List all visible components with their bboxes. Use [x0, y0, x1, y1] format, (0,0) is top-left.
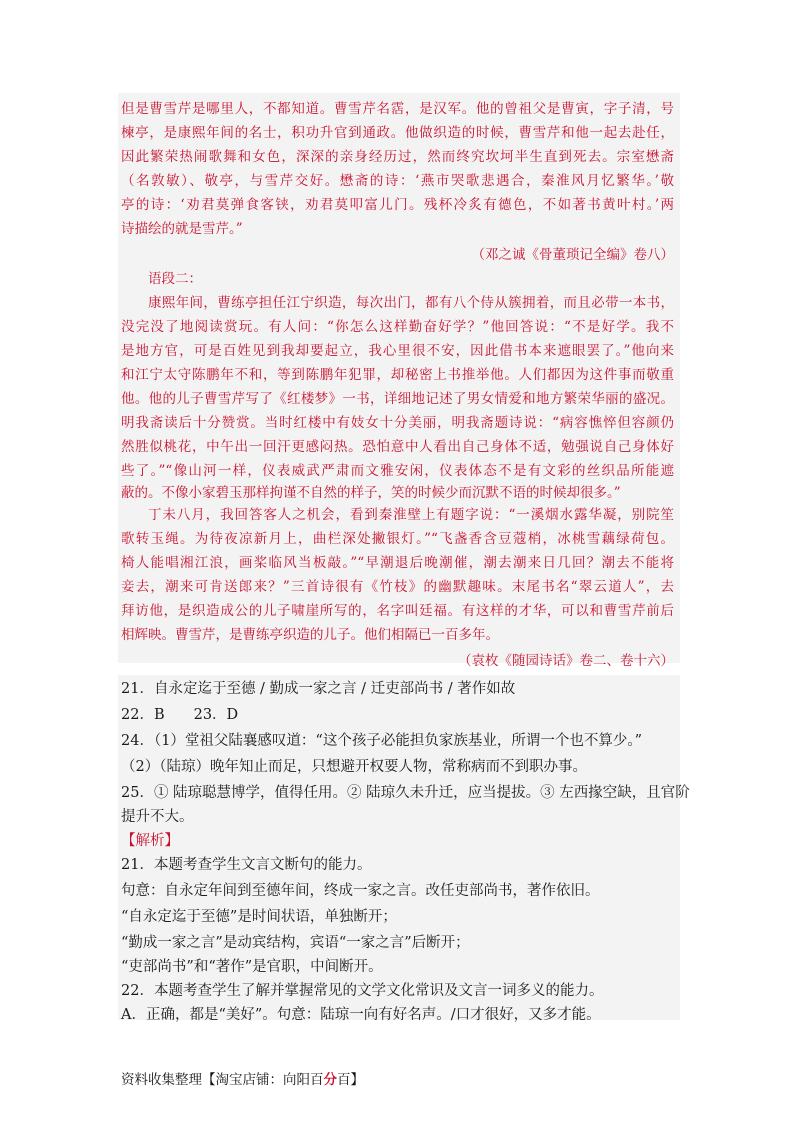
passage-line: 拜访他，是织造成公的儿子啸崖所写的，名字叫廷福。有这样的才华，可以和曹雪芹前后 — [121, 603, 674, 619]
passage-line: 是地方官，可是百姓见到我却要起立，我心里很不安，因此借书本来遮眼罢了。”他向来 — [121, 343, 674, 359]
passage-line: 蔽的。不像小家碧玉那样拘谨不自然的样子，笑的时候少而沉默不语的时候却很多。” — [121, 485, 621, 501]
passage-line: 诗描绘的就是雪芹。” — [121, 221, 243, 237]
answer-25-cont: 提升不大。 — [121, 809, 194, 825]
passage-line: 些了。”“像山河一样，仪表威武严肃而文雅安闲，仪表体态不是有文彩的丝织品所能遮 — [121, 463, 674, 479]
passage-line: 相辉映。曹雪芹，是曹练亭织造的儿子。他们相隔已一百多年。 — [121, 627, 499, 643]
answer-21: 21．自永定迄于至德 / 勤成一家之言 / 迁吏部尚书 / 著作如故 — [121, 681, 516, 697]
explanation-21-title: 21．本题考查学生文言文断句的能力。 — [121, 857, 372, 873]
explanation-21-point: “自永定迄于至德”是时间状语，单独断开； — [121, 909, 397, 925]
passage-line: 但是曹雪芹是哪里人，不都知道。曹雪芹名霑，是汉军。他的曾祖父是曹寅，字子清，号 — [121, 101, 674, 117]
footer-accent: 分 — [323, 1072, 337, 1088]
passage-line: 亭的诗：‘劝君莫弹食客铗，劝君莫叩富儿门。残杯冷炙有德色，不如著书黄叶村。’两 — [121, 197, 674, 213]
section-title: 语段二： — [148, 271, 202, 287]
answer-25: 25．① 陆琼聪慧博学，值得任用。② 陆琼久未升迁，应当提拔。③ 左西掾空缺，且官阶 — [121, 785, 690, 801]
passage-line: 和江宁太守陈鹏年不和，等到陈鹏年犯罪，却秘密上书推举他。人们都因为这件事而敬重 — [121, 367, 674, 383]
passage-line: 楝亭，是康熙年间的名士，积功升官到通政。他做织造的时候，曹雪芹和他一起去赴任， — [121, 125, 674, 141]
explanation-22-a: A．正确，都是“美好”。句意：陆琼一向有好名声。/口才很好，又多才能。 — [121, 1007, 601, 1023]
passage-line: 因此繁荣热闹歌舞和女色，深深的亲身经历过，然而终究坎坷半生直到死去。宗室懋斋 — [121, 149, 674, 165]
explanation-21-point: “勤成一家之言”是动宾结构，宾语“一家之言”后断开； — [121, 935, 470, 951]
footer-text: 资料收集整理【淘宝店铺：向阳百 — [121, 1072, 324, 1088]
footer-tail: 百】 — [337, 1072, 364, 1088]
source-citation: （袁枚《随园诗话》卷二、卷十六） — [458, 653, 674, 669]
passage-line: 没完没了地阅读赏玩。有人问：“你怎么这样勤奋好学？”他回答说：“不是好学。我不 — [121, 319, 674, 335]
passage-line: 妾去，潮来可肯送郎来？”三首诗很有《竹枝》的幽默趣味。末尾书名“翠云道人”，去 — [121, 579, 674, 595]
analysis-label: 【解析】 — [121, 833, 179, 849]
answer-22-23: 22．B 23．D — [121, 707, 239, 723]
explanation-22-title: 22．本题考查学生了解并掌握常见的文学文化常识及文言一词多义的能力。 — [121, 983, 604, 999]
passage-line: 他。他的儿子曹雪芹写了《红楼梦》一书，详细地记述了男女情爱和地方繁荣华丽的盛况。 — [121, 391, 674, 407]
passage-line: 然胜似桃花，中午出一回汗更感闷热。恐怕意中人看出自己身体不适，勉强说自己身体好 — [121, 439, 674, 455]
answer-24-1: 24．（1）堂祖父陆襄感叹道：“这个孩子必能担负家族基业，所谓一个也不算少。” — [121, 733, 642, 749]
passage-line: 丁未八月，我回答客人之机会，看到秦淮壁上有题字说：“一溪烟水露华凝，别院笙 — [148, 507, 674, 523]
passage-line: （名敦敏）、敬亭，与雪芹交好。懋斋的诗：‘燕市哭歌悲遇合，秦淮风月忆繁华。’敬 — [121, 173, 674, 189]
passage-line: 康熙年间，曹练亭担任江宁织造，每次出门，都有八个侍从簇拥着，而且必带一本书， — [148, 295, 674, 311]
passage-line: 歌转玉绳。为待夜凉新月上，曲栏深处撇银灯。”“飞盏香含豆蔻梢，冰桃雪藕绿荷包。 — [121, 531, 674, 547]
source-citation: （邓之诚《骨董琐记全编》卷八） — [471, 247, 674, 263]
explanation-21-point: “吏部尚书”和“著作”是官职，中间断开。 — [121, 959, 383, 975]
passage-line: 椅人能唱湘江浪，画桨临风当板敲。”“早潮退后晚潮催，潮去潮来日几回？潮去不能将 — [121, 555, 674, 571]
explanation-21-meaning: 句意：自永定年间到至德年间，终成一家之言。改任吏部尚书，著作依旧。 — [121, 883, 600, 899]
passage-line: 明我斋读后十分赞赏。当时红楼中有妓女十分美丽，明我斋题诗说：“病容憔悴但容颜仍 — [121, 415, 674, 431]
page-footer — [121, 1068, 364, 1088]
answer-24-2: （2）（陆琼）晚年知止而足，只想避开权要人物，常称病而不到职办事。 — [121, 759, 587, 775]
